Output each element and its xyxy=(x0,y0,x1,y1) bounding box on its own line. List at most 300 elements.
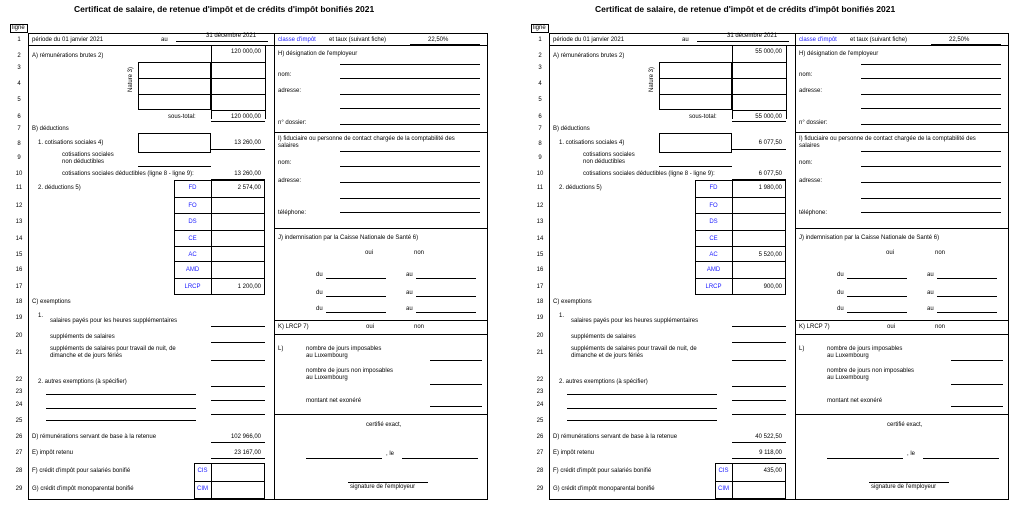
line-number: 18 xyxy=(536,299,544,305)
rule-line xyxy=(827,458,903,459)
exempt-amount-label: montant net exonéré xyxy=(306,398,362,404)
rule-line xyxy=(695,278,786,279)
line-number: 8 xyxy=(17,141,21,147)
signature-label: signature de l'employeur xyxy=(871,484,937,490)
middle-column-rule xyxy=(795,33,796,500)
rule-line xyxy=(861,78,1001,79)
rule-line xyxy=(430,384,482,385)
gross-remuneration: 120 000,00 xyxy=(230,49,261,55)
rule-line xyxy=(274,228,488,229)
k-oui: oui xyxy=(887,324,896,330)
rule-line xyxy=(340,64,480,65)
line-number: 10 xyxy=(15,171,23,177)
rule-line xyxy=(211,45,212,119)
rule-line xyxy=(923,458,999,459)
middle-column-rule xyxy=(274,33,275,500)
rule-line xyxy=(786,45,787,119)
line-number: 28 xyxy=(536,468,544,474)
line-number: 6 xyxy=(17,114,21,120)
rule-line xyxy=(340,166,480,167)
line-number: 17 xyxy=(15,284,23,290)
deduction-code-lrcp: LRCP xyxy=(705,284,722,290)
j-from-2: du xyxy=(316,306,323,312)
line-number: 11 xyxy=(536,185,544,191)
rule-line xyxy=(732,78,786,79)
taxable-days-label-1: nombre de jours imposables xyxy=(827,346,903,352)
rule-line xyxy=(340,182,480,183)
exempt-amount-label: montant net exonéré xyxy=(827,398,883,404)
fiduciary-name-label: nom: xyxy=(799,160,813,166)
j-to-0: au xyxy=(406,272,413,278)
nature-label: Nature 3) xyxy=(128,66,134,92)
deduction-value-ac: 5 520,00 xyxy=(758,252,782,258)
line-number: 1 xyxy=(17,37,21,43)
rule-line xyxy=(326,312,386,313)
section-l-label: L) xyxy=(799,346,805,352)
line-number: 13 xyxy=(15,219,23,225)
section-c-label: C) exemptions xyxy=(32,299,71,305)
nature-label: Nature 3) xyxy=(649,66,655,92)
certificate-title: Certificat de salaire, de retenue d'impôt et de crédits d'impôt bonifiés 2021 xyxy=(74,4,375,14)
rule-line xyxy=(430,406,482,407)
line-number: 21 xyxy=(536,350,544,356)
deductions-label: 2. déductions 5) xyxy=(559,185,602,191)
tax-credit-cis-value: 435,00 xyxy=(763,468,782,474)
rule-line xyxy=(732,110,786,111)
employer-name-label: nom: xyxy=(278,72,292,78)
rule-line xyxy=(937,296,997,297)
rule-line xyxy=(847,312,907,313)
rule-line xyxy=(211,414,265,415)
j-oui: oui xyxy=(365,250,374,256)
rule-line xyxy=(211,342,265,343)
rule-line xyxy=(795,132,1009,133)
period-start: période du 01 janvier 2021 xyxy=(32,37,104,43)
rule-line xyxy=(402,458,478,459)
rule-line xyxy=(174,213,265,214)
line-number: 4 xyxy=(17,81,21,87)
other-exemptions-label: 2. autres exemptions (à spécifier) xyxy=(38,379,127,385)
deductible-contributions-value: 13 260,00 xyxy=(234,171,261,177)
deduction-code-ce: CE xyxy=(188,236,197,242)
tax-credit-cim-code: CIM xyxy=(197,486,208,492)
rule-line xyxy=(795,414,1009,415)
taxable-days-label-2: au Luxembourg xyxy=(827,353,869,359)
section-f-label: F) crédit d'impôt pour salariés bonifié xyxy=(32,468,131,474)
rule-line xyxy=(138,94,211,95)
rule-line xyxy=(340,151,480,152)
j-to-1: au xyxy=(927,290,934,296)
non-deductible-label-1: cotisations sociales xyxy=(62,152,114,158)
rule-line xyxy=(211,62,265,63)
deduction-code-ds: DS xyxy=(709,219,718,225)
line-number: 8 xyxy=(538,141,542,147)
line-number: 14 xyxy=(536,236,544,242)
non-taxable-days-label-2: au Luxembourg xyxy=(306,375,348,381)
rule-line xyxy=(274,320,488,321)
rule-line xyxy=(416,296,476,297)
rule-line xyxy=(951,406,1003,407)
section-k-label: K) LRCP 7) xyxy=(278,324,309,330)
rule-line xyxy=(211,442,265,443)
line-number: 16 xyxy=(536,267,544,273)
line-number: 20 xyxy=(536,333,544,339)
rule-line xyxy=(659,94,732,95)
rule-line xyxy=(732,149,786,150)
subtotal-value: 55 000,00 xyxy=(755,114,782,120)
tax-credit-cis-code: CIS xyxy=(718,468,729,474)
j-non: non xyxy=(414,250,425,256)
rule-line xyxy=(567,420,717,421)
rule-line xyxy=(211,360,265,361)
rule-line xyxy=(951,384,1003,385)
line-number: 19 xyxy=(536,315,544,321)
line-number: 5 xyxy=(17,97,21,103)
rule-line xyxy=(732,94,786,95)
rule-line xyxy=(861,151,1001,152)
rule-line xyxy=(265,45,266,119)
line-number: 9 xyxy=(538,155,542,161)
rule-line xyxy=(567,408,717,409)
line-number: 6 xyxy=(538,114,542,120)
period-to: au xyxy=(682,37,689,43)
exemption-1-number: 1. xyxy=(38,313,44,319)
line-number: 29 xyxy=(15,486,23,492)
rule-line xyxy=(861,212,1001,213)
deduction-code-fd: FD xyxy=(188,185,197,191)
j-to-2: au xyxy=(927,306,934,312)
j-from-0: du xyxy=(316,272,323,278)
rule-line xyxy=(695,246,786,247)
k-non: non xyxy=(414,324,425,330)
rule-line xyxy=(416,278,476,279)
j-from-0: du xyxy=(837,272,844,278)
section-i-label-2: salaires xyxy=(278,143,299,149)
night-supplements-label-2: dimanche et de jours fériés xyxy=(50,353,123,359)
taxable-base-value: 102 966,00 xyxy=(230,434,261,440)
rule-line xyxy=(211,149,265,150)
contrib-input-box xyxy=(659,133,732,153)
rule-line xyxy=(869,482,949,483)
rule-line xyxy=(348,482,428,483)
other-exemptions-label: 2. autres exemptions (à spécifier) xyxy=(559,379,648,385)
rule-line xyxy=(695,197,786,198)
j-from-1: du xyxy=(837,290,844,296)
rule-line xyxy=(695,213,786,214)
deduction-code-ac: AC xyxy=(709,252,718,258)
line-number: 2 xyxy=(17,53,21,59)
tax-withheld-value: 9 118,00 xyxy=(759,450,782,456)
file-number-label: n° dossier: xyxy=(799,120,828,126)
rule-line xyxy=(138,166,211,167)
tax-withheld-value: 23 167,00 xyxy=(234,450,261,456)
line-number: 5 xyxy=(538,97,542,103)
section-f-label: F) crédit d'impôt pour salariés bonifié xyxy=(553,468,652,474)
section-d-label: D) rémunérations servant de base à la retenue xyxy=(32,434,157,440)
rule-line xyxy=(732,326,786,327)
deduction-value-fd: 1 980,00 xyxy=(758,185,782,191)
deduction-code-amd: AMD xyxy=(706,267,721,273)
nature-box xyxy=(138,62,211,110)
deductible-contributions-label: cotisations sociales déductibles (ligne 8 - ligne 9): xyxy=(583,171,715,177)
rule-line xyxy=(732,458,786,459)
night-supplements-label-2: dimanche et de jours fériés xyxy=(571,353,644,359)
taxable-base-value: 40 522,50 xyxy=(755,434,782,440)
section-b-label: B) déductions xyxy=(32,126,69,132)
deductions-label: 2. déductions 5) xyxy=(38,185,81,191)
line-number: 12 xyxy=(15,203,23,209)
exemption-1-number: 1. xyxy=(559,313,565,319)
deduction-code-ds: DS xyxy=(188,219,197,225)
rule-line xyxy=(174,261,265,262)
rule-line xyxy=(732,45,733,119)
line-number: 20 xyxy=(15,333,23,339)
rule-line xyxy=(174,230,265,231)
rule-line xyxy=(211,400,265,401)
line-number: 22 xyxy=(536,377,544,383)
rule-line xyxy=(326,278,386,279)
non-taxable-days-label-1: nombre de jours non imposables xyxy=(306,368,394,374)
line-number: 25 xyxy=(15,418,23,424)
deduction-code-fd: FD xyxy=(709,185,718,191)
phone-label: téléphone: xyxy=(799,210,828,216)
section-i-label: I) fiduciaire ou personne de contact chargée de la comptabilité des xyxy=(799,136,976,142)
line-number: 7 xyxy=(538,126,542,132)
line-number: 26 xyxy=(536,434,544,440)
rule-line xyxy=(795,320,1009,321)
tax-credit-cis-code: CIS xyxy=(197,468,208,474)
section-g-label: G) crédit d'impôt monoparental bonifié xyxy=(553,486,655,492)
certified-label: certifié exact, xyxy=(366,422,402,428)
rule-line xyxy=(174,197,265,198)
rule-line xyxy=(659,78,732,79)
section-j-label: J) indemnisation par la Caisse Nationale de Santé 6) xyxy=(278,235,419,241)
line-number: 7 xyxy=(17,126,21,132)
rule-line xyxy=(340,198,480,199)
j-oui: oui xyxy=(886,250,895,256)
rule-line xyxy=(194,481,265,482)
ligne-header: ligne xyxy=(533,25,546,31)
section-j-label: J) indemnisation par la Caisse Nationale de Santé 6) xyxy=(799,235,940,241)
section-e-label: E) impôt retenu xyxy=(553,450,595,456)
section-c-label: C) exemptions xyxy=(553,299,592,305)
tax-class-label: et taux (suivant fiche) xyxy=(850,37,908,43)
line-number: 11 xyxy=(15,185,23,191)
rule-line xyxy=(211,386,265,387)
certificate-left xyxy=(10,0,498,508)
rule-line xyxy=(795,228,1009,229)
rule-line xyxy=(937,278,997,279)
section-d-label: D) rémunérations servant de base à la retenue xyxy=(553,434,678,440)
employer-address-label: adresse: xyxy=(799,88,823,94)
social-contributions-value: 6 077,50 xyxy=(758,140,782,146)
rule-line xyxy=(340,212,480,213)
line-number: 18 xyxy=(15,299,23,305)
rule-line xyxy=(46,394,196,395)
date-label: , le xyxy=(386,451,395,457)
night-supplements-label-1: suppléments de salaires pour travail de nuit, de xyxy=(50,346,176,352)
line-number: 9 xyxy=(17,155,21,161)
section-h-label: H) désignation de l'employeur xyxy=(278,51,358,57)
line-number: 27 xyxy=(536,450,544,456)
j-to-1: au xyxy=(406,290,413,296)
line-number: 3 xyxy=(17,65,21,71)
nature-box xyxy=(659,62,732,110)
line-number: 22 xyxy=(15,377,23,383)
period-end: 31 décembre 2021 xyxy=(206,33,257,39)
rule-line xyxy=(697,41,789,42)
line-number: 3 xyxy=(538,65,542,71)
rule-line xyxy=(695,230,786,231)
line-number: 23 xyxy=(15,389,23,395)
tax-credit-cim-code: CIM xyxy=(718,486,729,492)
section-e-label: E) impôt retenu xyxy=(32,450,74,456)
rule-line xyxy=(732,62,786,63)
section-k-label: K) LRCP 7) xyxy=(799,324,830,330)
rule-line xyxy=(732,400,786,401)
social-contributions-label: 1. cotisations sociales 4) xyxy=(38,140,104,146)
line-number: 1 xyxy=(538,37,542,43)
deductible-contributions-value: 6 077,50 xyxy=(758,171,782,177)
rule-line xyxy=(211,110,265,111)
rule-line xyxy=(861,166,1001,167)
deduction-code-lrcp: LRCP xyxy=(184,284,201,290)
tax-rate: 22,50% xyxy=(428,37,449,43)
non-taxable-days-label-1: nombre de jours non imposables xyxy=(827,368,915,374)
deduction-code-ce: CE xyxy=(709,236,718,242)
line-number: 28 xyxy=(15,468,23,474)
rule-line xyxy=(430,360,482,361)
rule-line xyxy=(732,342,786,343)
supplements-label: suppléments de salaires xyxy=(50,334,115,340)
rule-line xyxy=(861,94,1001,95)
rule-line xyxy=(567,394,717,395)
deduction-code-amd: AMD xyxy=(185,267,200,273)
rule-line xyxy=(732,121,786,122)
non-deductible-label-1: cotisations sociales xyxy=(583,152,635,158)
rule-line xyxy=(861,182,1001,183)
line-number: 25 xyxy=(536,418,544,424)
section-h-label: H) désignation de l'employeur xyxy=(799,51,879,57)
line-number: 10 xyxy=(536,171,544,177)
rule-line xyxy=(416,312,476,313)
fiduciary-address-label: adresse: xyxy=(278,178,302,184)
tax-class-label: et taux (suivant fiche) xyxy=(329,37,387,43)
rule-line xyxy=(211,78,265,79)
subtotal-label: sous-total: xyxy=(168,114,196,120)
fiduciary-name-label: nom: xyxy=(278,160,292,166)
line-number: 13 xyxy=(536,219,544,225)
rule-line xyxy=(211,326,265,327)
rule-line xyxy=(951,360,1003,361)
section-i-label-2: salaires xyxy=(799,143,820,149)
taxable-days-label-2: au Luxembourg xyxy=(306,353,348,359)
rule-line xyxy=(340,94,480,95)
tax-rate: 22,50% xyxy=(949,37,970,43)
section-a-label: A) rémunérations brutes 2) xyxy=(553,53,625,59)
rule-line xyxy=(715,481,786,482)
line-number: 15 xyxy=(15,252,23,258)
rule-line xyxy=(795,334,1009,335)
non-deductible-label-2: non déductibles xyxy=(62,159,105,165)
social-contributions-value: 13 260,00 xyxy=(234,140,261,146)
rule-line xyxy=(274,132,488,133)
rule-line xyxy=(659,166,732,167)
rule-line xyxy=(46,408,196,409)
subtotal-value: 120 000,00 xyxy=(230,114,261,120)
ligne-header: ligne xyxy=(12,25,25,31)
rule-line xyxy=(340,108,480,109)
deduction-value-lrcp: 900,00 xyxy=(763,284,782,290)
gross-remuneration: 55 000,00 xyxy=(755,49,782,55)
rule-line xyxy=(326,296,386,297)
taxable-days-label-1: nombre de jours imposables xyxy=(306,346,382,352)
rule-line xyxy=(274,414,488,415)
rule-line xyxy=(732,414,786,415)
date-label: , le xyxy=(907,451,916,457)
line-number: 4 xyxy=(538,81,542,87)
certificate-right xyxy=(531,0,1019,508)
rule-line xyxy=(211,94,265,95)
line-number: 19 xyxy=(15,315,23,321)
line-number: 27 xyxy=(15,450,23,456)
rule-line xyxy=(695,261,786,262)
rule-line xyxy=(861,64,1001,65)
line-number: 24 xyxy=(15,402,23,408)
deduction-code-ac: AC xyxy=(188,252,197,258)
deduction-value-fd: 2 574,00 xyxy=(237,185,261,191)
certificate-title: Certificat de salaire, de retenue d'impôt et de crédits d'impôt bonifiés 2021 xyxy=(595,4,896,14)
rule-line xyxy=(306,458,382,459)
signature-label: signature de l'employeur xyxy=(350,484,416,490)
j-from-1: du xyxy=(316,290,323,296)
period-to: au xyxy=(161,37,168,43)
line-number: 15 xyxy=(536,252,544,258)
employer-address-label: adresse: xyxy=(278,88,302,94)
j-non: non xyxy=(935,250,946,256)
certified-label: certifié exact, xyxy=(887,422,923,428)
j-to-0: au xyxy=(927,272,934,278)
line-number: 14 xyxy=(15,236,23,242)
non-taxable-days-label-2: au Luxembourg xyxy=(827,375,869,381)
line-number: 23 xyxy=(536,389,544,395)
rule-line xyxy=(861,198,1001,199)
j-to-2: au xyxy=(406,306,413,312)
line-number: 24 xyxy=(536,402,544,408)
line-number: 29 xyxy=(536,486,544,492)
period-end: 31 décembre 2021 xyxy=(727,33,778,39)
rule-line xyxy=(861,124,1001,125)
rule-line xyxy=(847,296,907,297)
rule-line xyxy=(211,458,265,459)
rule-line xyxy=(732,442,786,443)
rule-line xyxy=(549,45,1009,46)
rule-line xyxy=(861,108,1001,109)
line-number: 12 xyxy=(536,203,544,209)
phone-label: téléphone: xyxy=(278,210,307,216)
deductible-contributions-label: cotisations sociales déductibles (ligne 8 - ligne 9): xyxy=(62,171,194,177)
k-non: non xyxy=(935,324,946,330)
rule-line xyxy=(340,124,480,125)
non-deductible-label-2: non déductibles xyxy=(583,159,626,165)
rule-line xyxy=(28,45,488,46)
rule-line xyxy=(138,78,211,79)
fiduciary-address-label: adresse: xyxy=(799,178,823,184)
file-number-label: n° dossier: xyxy=(278,120,307,126)
social-contributions-label: 1. cotisations sociales 4) xyxy=(559,140,625,146)
deduction-code-fo: FO xyxy=(188,203,197,209)
section-b-label: B) déductions xyxy=(553,126,590,132)
